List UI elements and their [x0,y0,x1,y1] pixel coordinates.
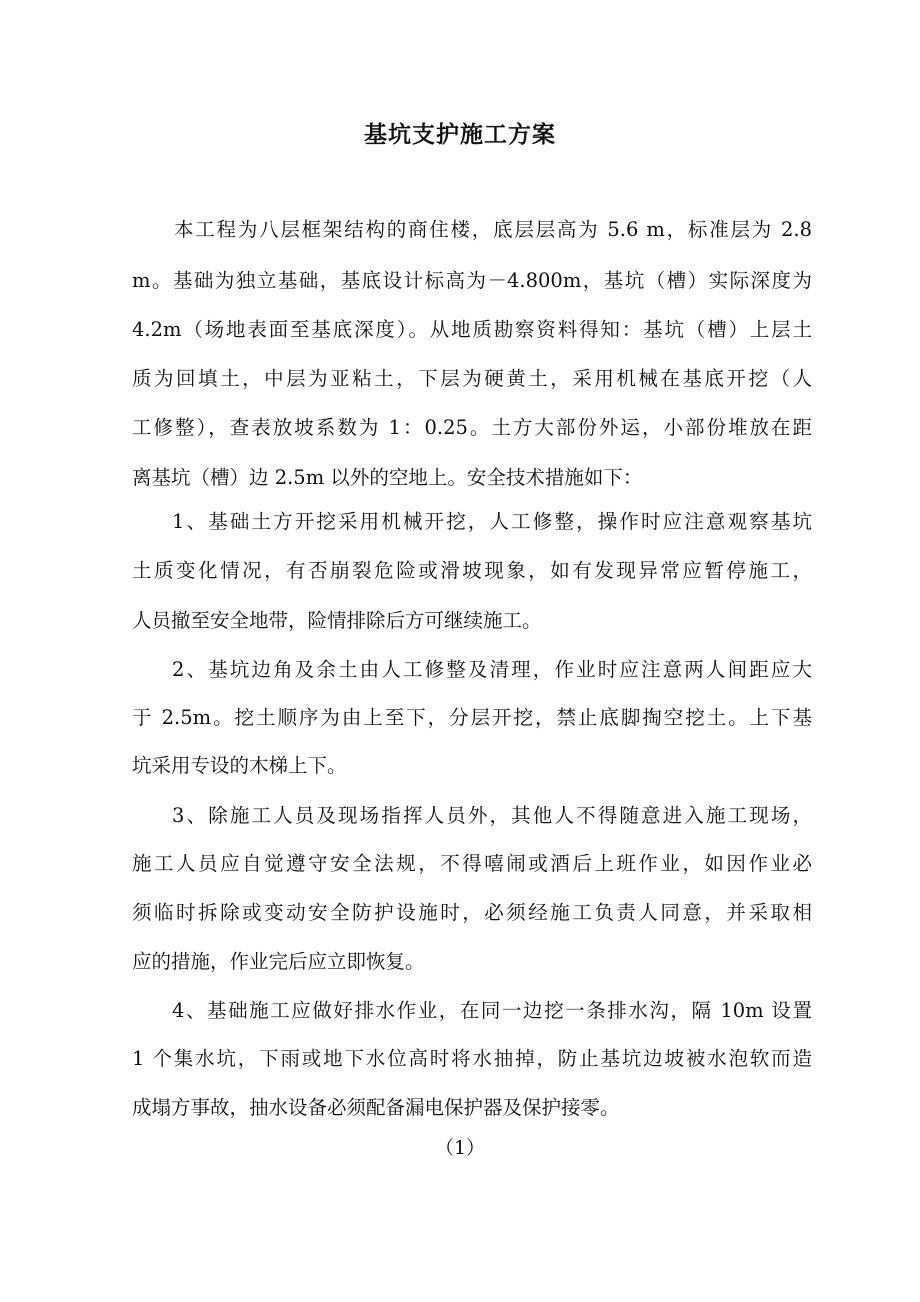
text-line: 4.2m（场地表面至基底深度）。从地质勘察资料得知：基坑（槽）上层土 [132,318,812,341]
text-line: 1 个集水坑，下雨或地下水位高时将水抽掉，防止基坑边坡被水泡软而造 [132,1047,812,1070]
text-line: 须临时拆除或变动安全防护设施时，必须经施工负责人同意，并采取相 [132,901,812,924]
text-line: 1、基础土方开挖采用机械开挖，人工修整，操作时应注意观察基坑 [172,510,812,533]
text-line: 离基坑（槽）边 2.5m 以外的空地上。安全技术措施如下： [132,466,643,489]
text-line: 施工人员应自觉遵守安全法规，不得嘻闹或酒后上班作业，如因作业必 [132,852,812,875]
text-line: 本工程为八层框架结构的商住楼，底层层高为 5.6 m，标准层为 2.8 [174,218,812,241]
page-number: （1） [434,1137,486,1159]
text-line: 2、基坑边角及余土由人工修整及清理，作业时应注意两人间距应大 [172,658,812,681]
text-line: 人员撤至安全地带，险情排除后方可继续施工。 [132,609,542,632]
text-line: 4、基础施工应做好排水作业，在同一边挖一条排水沟，隔 10m 设置 [172,999,812,1022]
text-line: 工修整），查表放坡系数为 1：0.25。土方大部份外运，小部份堆放在距 [132,416,812,439]
text-line: 质为回填土，中层为亚粘土，下层为硬黄土，采用机械在基底开挖（人 [132,367,812,390]
text-line: 坑采用专设的木梯上下。 [132,754,347,777]
text-line: 土质变化情况，有否崩裂危险或滑坡现象，如有发现异常应暂停施工， [132,559,812,582]
text-line: m。基础为独立基础，基底设计标高为－4.800m，基坑（槽）实际深度为 [132,269,812,292]
text-line: 成塌方事故，抽水设备必须配备漏电保护器及保护接零。 [132,1096,620,1119]
document-title: 基坑支护施工方案 [364,121,556,148]
text-line: 3、除施工人员及现场指挥人员外，其他人不得随意进入施工现场， [172,804,812,827]
text-line: 应的措施，作业完后应立即恢复。 [132,950,425,973]
text-line: 于 2.5m。挖土顺序为由上至下，分层开挖，禁止底脚掏空挖土。上下基 [132,706,812,729]
